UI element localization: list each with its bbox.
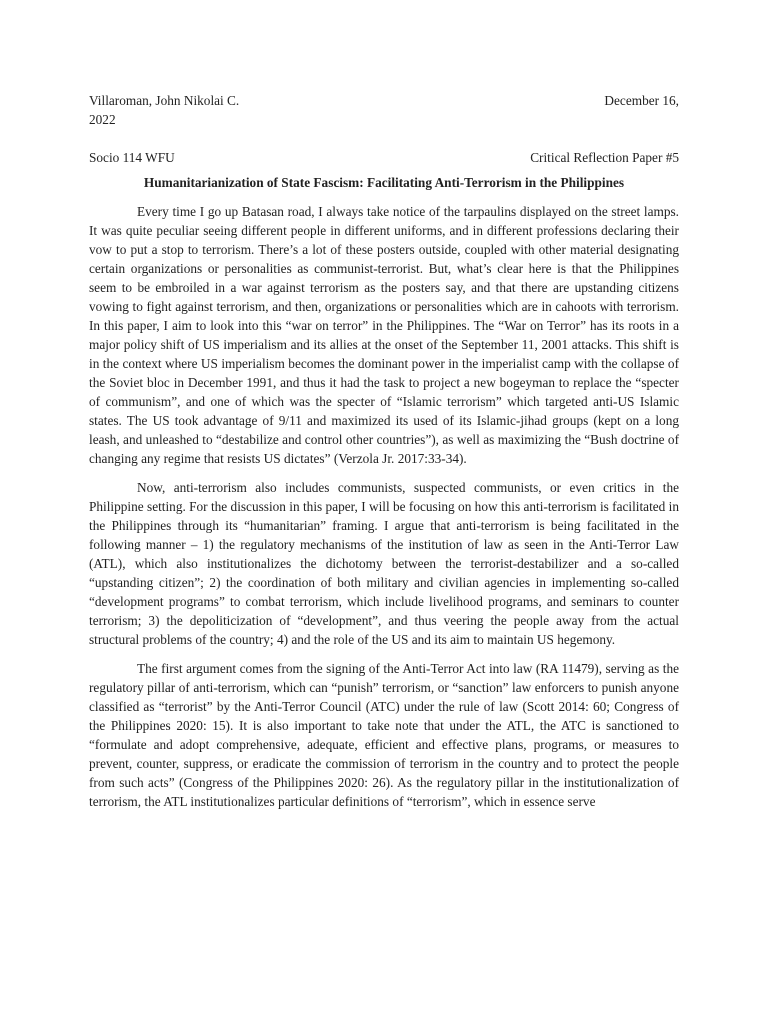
paper-label: Critical Reflection Paper #5 [530, 150, 679, 165]
date-year: 2022 [89, 112, 116, 127]
body-paragraph-2: Now, anti-terrorism also includes communists, suspected communists, or even critics in the Philippine setting. For the discussion in this paper, I will be focusing on how this anti-terrorism is facilitated in the Philippines through its “humanitarian” framing. I argue that anti-terrorism is being facilitated in the following manner – 1) the regulatory mechanisms of the institution of law as seen in the Anti-Terror Law (ATL), which also institutionalizes the dichotomy between the terrorist-destabilizer and a so-called “upstanding citizen”; 2) the coordination of both military and civilian agencies in implementing so-called “development programs” to combat terrorism, which include livelihood programs, and seminars to counter terrorism; 3) the depoliticization of “development”, and thus veering the people away from the actual structural problems of the country; 4) and the role of the US and its aim to maintain US hegemony. [89, 480, 679, 647]
course-name: Socio 114 WFU [89, 150, 175, 165]
paper-title: Humanitarianization of State Fascism: Facilitating Anti-Terrorism in the Philippines [143, 175, 625, 190]
body-paragraph-1: Every time I go up Batasan road, I always take notice of the tarpaulins displayed on the street lamps. It was quite peculiar seeing different people in different uniforms, and in different professions declaring their vow to put a stop to terrorism. There’s a lot of these posters outside, coupled with other material designating certain organizations or personalities as communist-terrorist. But, what’s clear here is that the Philippines seem to be embroiled in a war against terrorism as the posters say, and that there are upstanding citizens vowing to fight against terrorism, and then, organizations or personalities which are in cahoots with terrorism. In this paper, I aim to look into this “war on terror” in the Philippines. The “War on Terror” has its roots in a major policy shift of US imperialism and its allies at the onset of the September 11, 2001 attacks. This shift is in the context where US imperialism becomes the dominant power in the imperialist camp with the collapse of the Soviet bloc in December 1991, and thus it had the task to project a new bogeyman to replace the “specter of communism”, and one of which was the specter of “Islamic terrorism” which targeted anti-US Islamic states. The US took advantage of 9/11 and maximized its used of its Islamic-jihad groups (kept on a long leash, and unleashed to “destabilize and control other countries”), as well as maximizing the “Bush doctrine of changing any regime that resists US dictates” (Verzola Jr. 2017:33-34). [89, 204, 679, 466]
date-first-part: December 16, [604, 93, 679, 108]
header-course-row [89, 148, 679, 167]
author-name: Villaroman, John Nikolai C. [89, 93, 240, 108]
body-paragraph-3: The first argument comes from the signing of the Anti-Terror Act into law (RA 11479), serving as the regulatory pillar of anti-terrorism, which can “punish” terrorism, or “sanction” law enforcers to punish anyone classified as “terrorist” by the Anti-Terror Council (ATC) under the rule of law (Scott 2014: 60; Congress of the Philippines 2020: 15). It is also important to take note that under the ATL, the ATC is sanctioned to “formulate and adopt comprehensive, adequate, efficient and effective plans, programs, or measures to prevent, counter, suppress, or eradicate the commission of terrorism in the country and to protect the people from such acts” (Congress of the Philippines 2020: 26). As the regulatory pillar in the institutionalization of terrorism, the ATL institutionalizes particular definitions of “terrorism”, which in essence serve [89, 661, 679, 809]
spacer [89, 129, 679, 148]
header-author-row [89, 91, 679, 110]
